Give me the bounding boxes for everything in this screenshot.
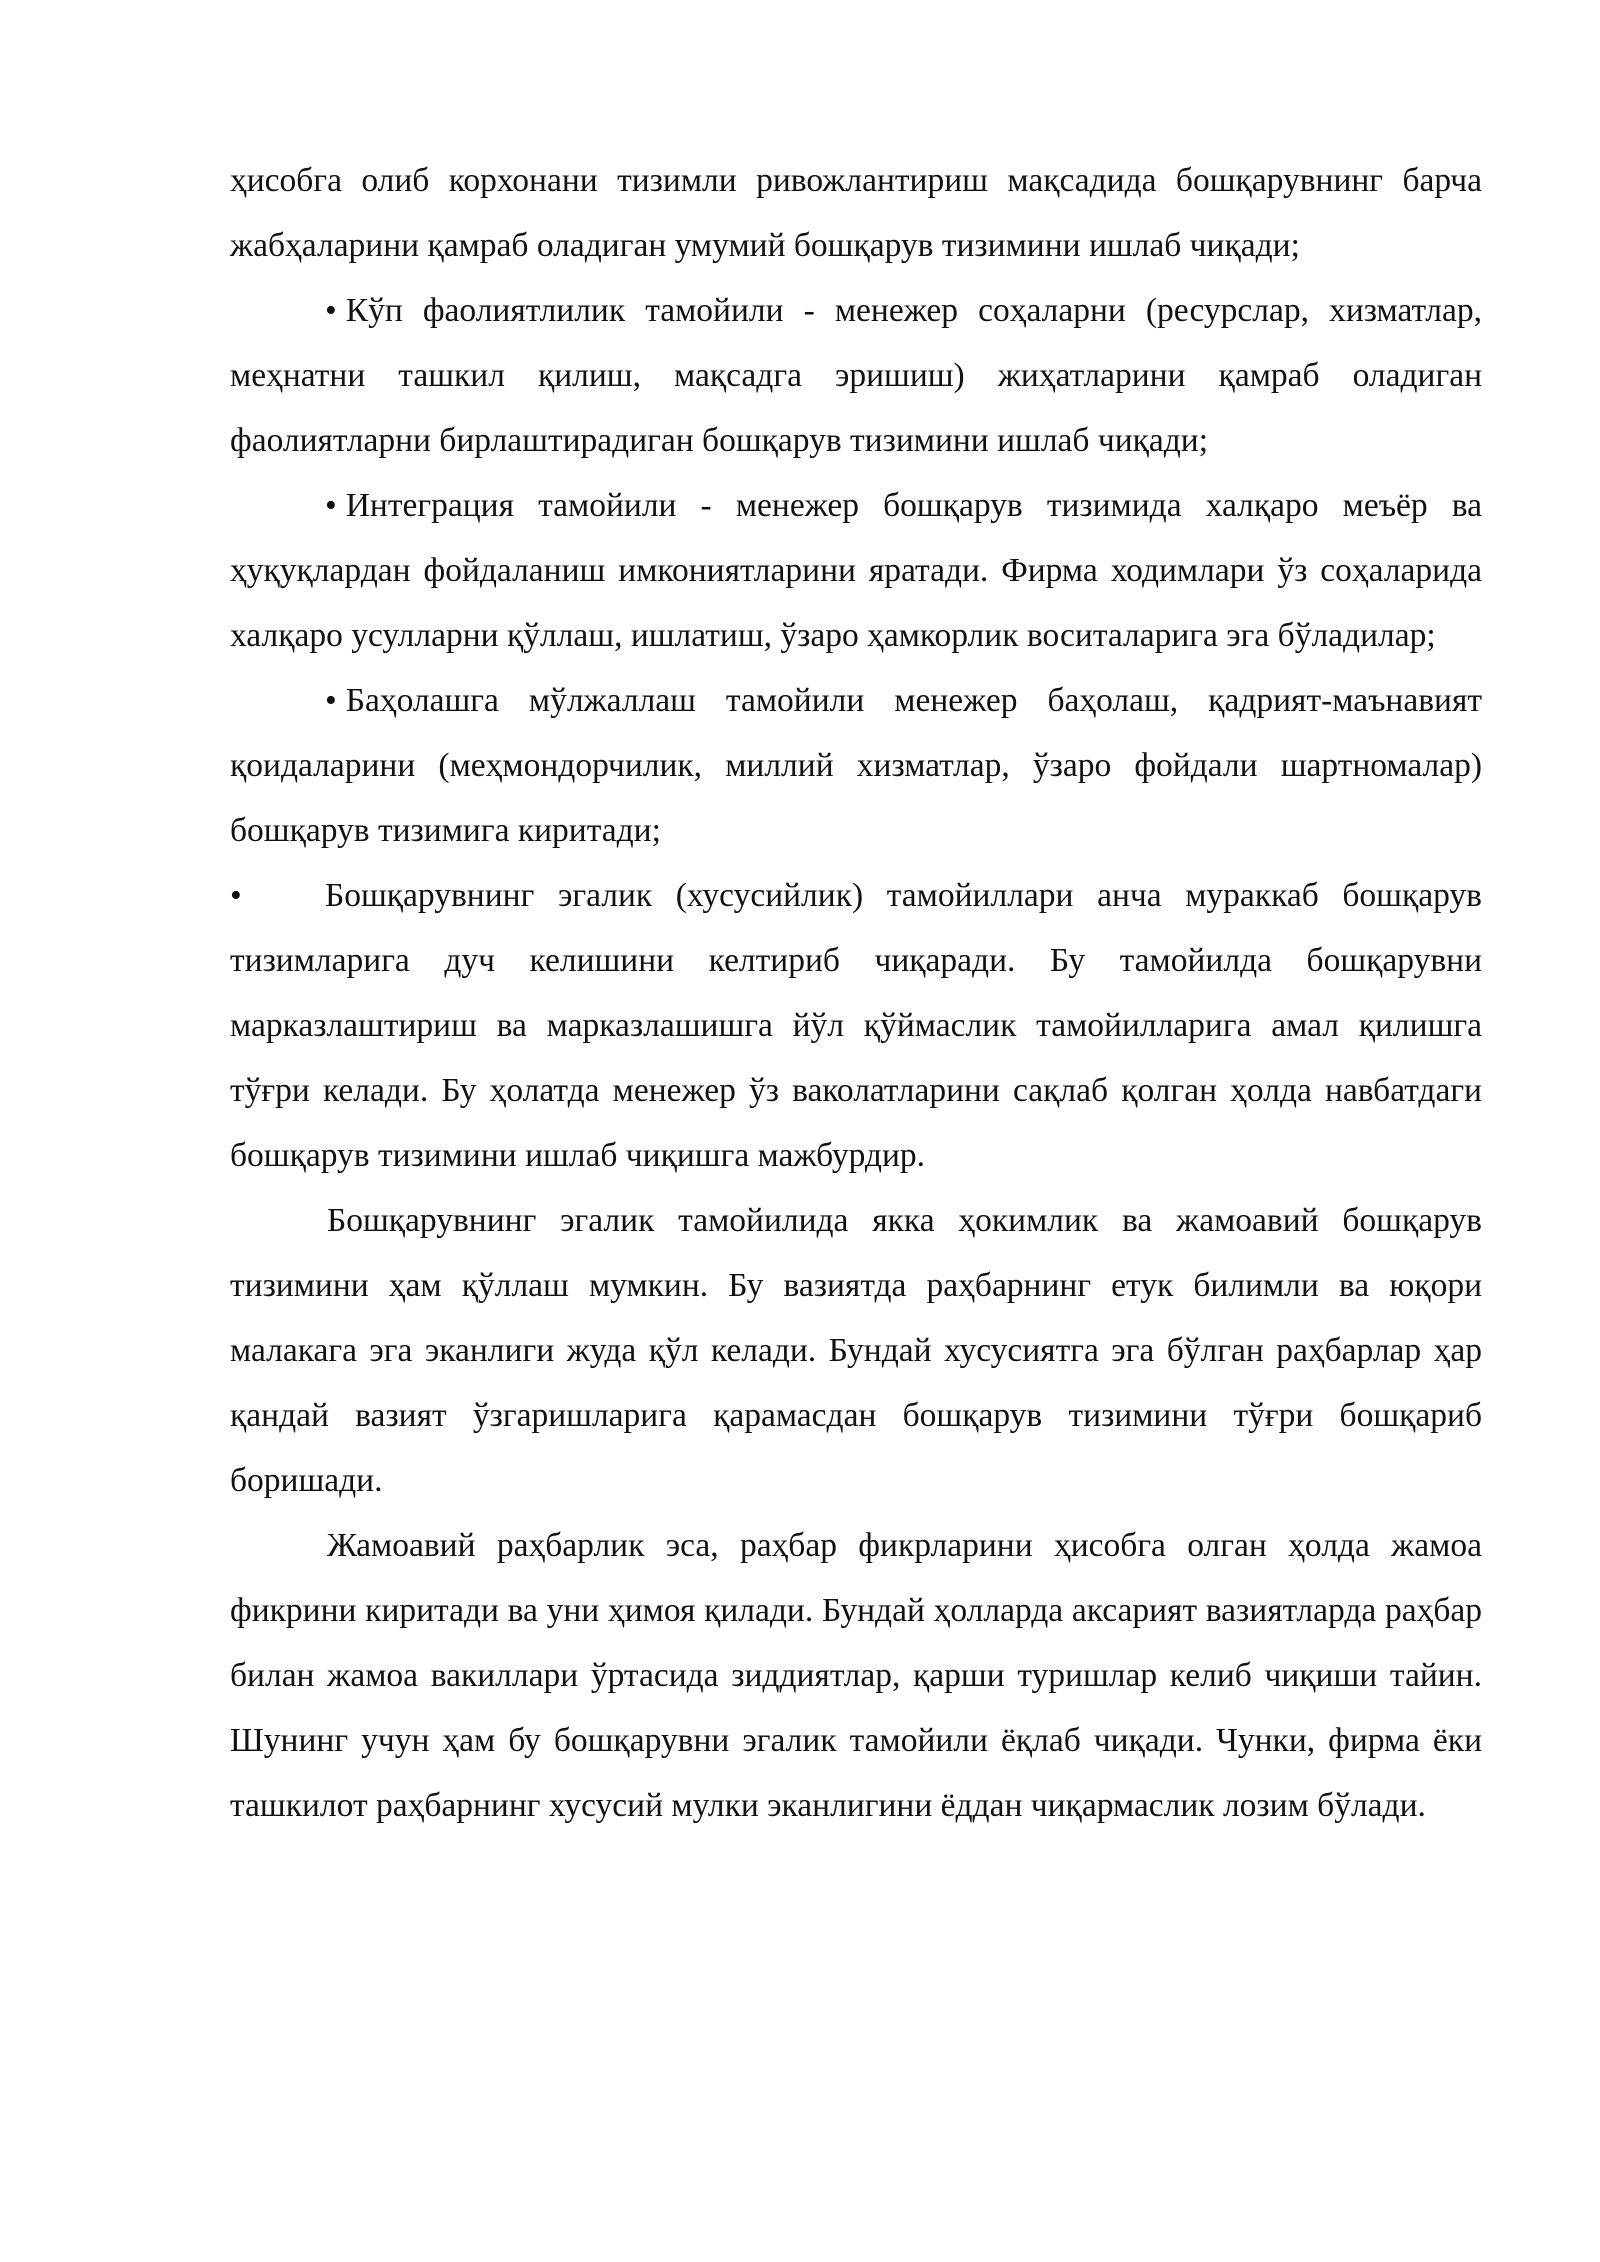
bullet-item-ownership (230, 863, 1482, 1188)
bullet-icon: • (325, 682, 337, 719)
bullet-icon: • (325, 487, 337, 524)
paragraph-text: Жамоавий раҳбарлик эса, раҳбар фикрларини ҳисобга олган ҳолда жамоа фикрини киритади ва уни ҳимоя қилади. Бундай ҳолларда аксарият вазиятларда раҳбар билан жамоа вакиллари ўртасида зиддиятлар, қарши туришлар келиб чиқиши тайин. Шунинг учун ҳам бу бошқарувни эгалик тамойили ёқлаб чиқади. Чунки, фирма ёки ташкилот раҳбарнинг хусусий мулки эканлигини ёддан чиқармаслик лозим бўлади. (230, 1527, 1482, 1824)
paragraph-sole-authority (230, 1188, 1482, 1513)
bullet-icon: • (230, 877, 242, 914)
bullet-item-text: Бошқарувнинг эгалик (хусусийлик) тамойиллари анча мураккаб бошқарув тизимларига дуч келишини келтириб чиқаради. Бу тамойилда бошқарувни марказлаштириш ва марказлашишга йўл қўймаслик тамойилларига амал қилишга тўғри келади. Бу ҳолатда менежер ўз ваколатларини сақлаб қолган ҳолда навбатдаги бошқарув тизимини ишлаб чиқишга мажбурдир. (230, 877, 1482, 1174)
bullet-item-text: Баҳолашга мўлжаллаш тамойили менежер баҳолаш, қадрият-маънавият қоидаларини (меҳмондорчилик, миллий хизматлар, ўзаро фойдали шартномалар) бошқарув тизимига киритади; (230, 682, 1482, 849)
bullet-item-evaluation (230, 668, 1482, 863)
bullet-item-text: Интеграция тамойили - менежер бошқарув тизимида халқаро меъёр ва ҳуқуқлардан фойдаланиш имкониятларини яратади. Фирма ходимлари ўз соҳаларида халқаро усулларни қўллаш, ишлатиш, ўзаро ҳамкорлик воситаларига эга бўладилар; (230, 487, 1482, 654)
paragraph-continuation (230, 148, 1482, 278)
bullet-item-multi-activity (230, 278, 1482, 473)
paragraph-text: Бошқарувнинг эгалик тамойилида якка ҳокимлик ва жамоавий бошқарув тизимини ҳам қўллаш мумкин. Бу вазиятда раҳбарнинг етук билимли ва юқори малакага эга эканлиги жуда қўл келади. Бундай хусусиятга эга бўлган раҳбарлар ҳар қандай вазият ўзгаришларига қарамасдан бошқарув тизимини тўғри бошқариб боришади. (230, 1202, 1482, 1499)
paragraph-text: ҳисобга олиб корхонани тизимли ривожлантириш мақсадида бошқарувнинг барча жабҳаларини қамраб оладиган умумий бошқарув тизимини ишлаб чиқади; (230, 162, 1482, 264)
bullet-icon: • (325, 292, 337, 329)
bullet-item-integration (230, 473, 1482, 668)
document-body (230, 148, 1482, 1838)
bullet-item-text: Кўп фаолиятлилик тамойили - менежер соҳаларни (ресурслар, хизматлар, меҳнатни ташкил қилиш, мақсадга эришиш) жиҳатларини қамраб оладиган фаолиятларни бирлаштирадиган бошқарув тизимини ишлаб чиқади; (230, 292, 1482, 459)
paragraph-collective-leadership (230, 1513, 1482, 1838)
